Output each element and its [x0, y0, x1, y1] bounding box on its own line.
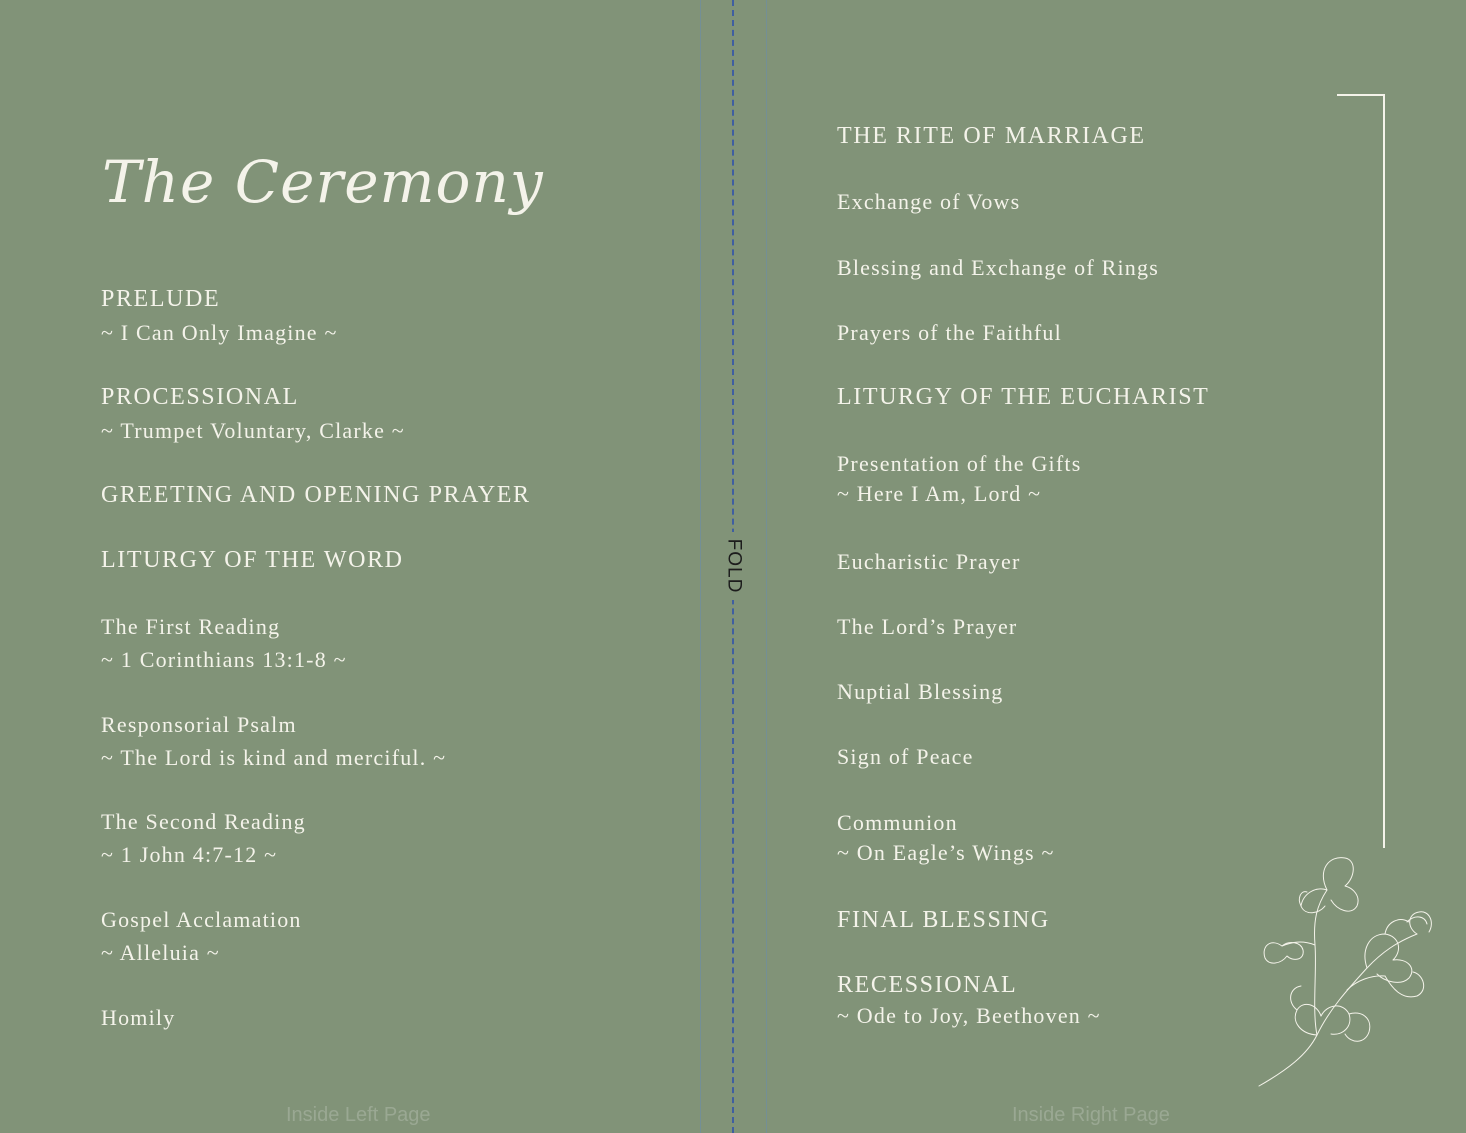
item-heading: Gospel Acclamation — [101, 907, 302, 932]
item-subtitle: ~ The Lord is kind and merciful. ~ — [101, 745, 447, 770]
item-subtitle: ~ Alleluia ~ — [101, 940, 220, 965]
program-item — [837, 384, 1209, 411]
fold-label-text: FOLD — [723, 538, 744, 594]
item-subtitle: ~ I Can Only Imagine ~ — [101, 320, 338, 345]
item-heading: Responsorial Psalm — [101, 712, 297, 737]
item-heading: Blessing and Exchange of Rings — [837, 255, 1159, 280]
item-heading: Prayers of the Faithful — [837, 320, 1062, 345]
program-item — [837, 123, 1146, 150]
item-subtitle: ~ 1 John 4:7-12 ~ — [101, 842, 278, 867]
program-item — [101, 614, 347, 673]
program-item — [837, 189, 1020, 215]
item-subtitle: ~ Trumpet Voluntary, Clarke ~ — [101, 418, 405, 443]
program-item — [101, 712, 446, 771]
item-heading: LITURGY OF THE WORD — [101, 547, 404, 573]
item-heading: The Lord’s Prayer — [837, 614, 1018, 639]
item-heading: RECESSIONAL — [837, 972, 1018, 998]
page-footer-label: Inside Left Page — [286, 1104, 431, 1126]
item-heading: Sign of Peace — [837, 744, 974, 769]
fold-line — [700, 0, 767, 1133]
program-item — [101, 1005, 175, 1031]
program-item — [101, 482, 531, 509]
page-footer-label: Inside Right Page — [1012, 1104, 1170, 1126]
program-item — [837, 320, 1062, 346]
decorative-frame-line — [1337, 94, 1385, 848]
item-heading: Exchange of Vows — [837, 189, 1021, 214]
item-subtitle: ~ 1 Corinthians 13:1-8 ~ — [101, 647, 347, 672]
item-heading: PROCESSIONAL — [101, 384, 299, 410]
program-item — [837, 810, 1055, 866]
item-heading: Homily — [101, 1005, 176, 1030]
fold-label — [718, 532, 748, 600]
ceremony-title — [98, 140, 544, 232]
program-item — [837, 614, 1017, 640]
program-item — [837, 907, 1050, 934]
script-title-art — [98, 140, 544, 232]
item-subtitle: ~ Ode to Joy, Beethoven ~ — [837, 1003, 1101, 1028]
program-item — [837, 972, 1101, 1029]
item-heading: FINAL BLESSING — [837, 907, 1050, 933]
item-heading: LITURGY OF THE EUCHARIST — [837, 384, 1210, 410]
sweet-pea-floral-icon — [1257, 850, 1437, 1090]
program-item — [837, 679, 1003, 705]
program-item — [101, 286, 338, 346]
item-heading: Eucharistic Prayer — [837, 549, 1021, 574]
program-item — [837, 744, 974, 770]
item-heading: Presentation of the Gifts — [837, 451, 1082, 476]
item-subtitle: ~ Here I Am, Lord ~ — [837, 481, 1042, 506]
program-item — [837, 451, 1081, 507]
program-item — [837, 255, 1159, 281]
item-heading: PRELUDE — [101, 286, 221, 312]
program-item — [101, 907, 302, 966]
program-item — [837, 549, 1020, 575]
title-script-glyphs: The Ceremony — [102, 148, 544, 216]
item-heading: THE RITE OF MARRIAGE — [837, 123, 1146, 149]
program-item — [101, 809, 306, 868]
item-heading: The Second Reading — [101, 809, 306, 834]
item-subtitle: ~ On Eagle’s Wings ~ — [837, 840, 1055, 865]
item-heading: The First Reading — [101, 614, 281, 639]
inside-left-page — [0, 0, 700, 1133]
fold-guide — [700, 0, 701, 1133]
program-item — [101, 384, 405, 444]
item-heading: GREETING AND OPENING PRAYER — [101, 482, 531, 508]
item-heading: Nuptial Blessing — [837, 679, 1004, 704]
inside-right-page — [767, 0, 1466, 1133]
item-heading: Communion — [837, 810, 958, 835]
program-item — [101, 547, 404, 574]
